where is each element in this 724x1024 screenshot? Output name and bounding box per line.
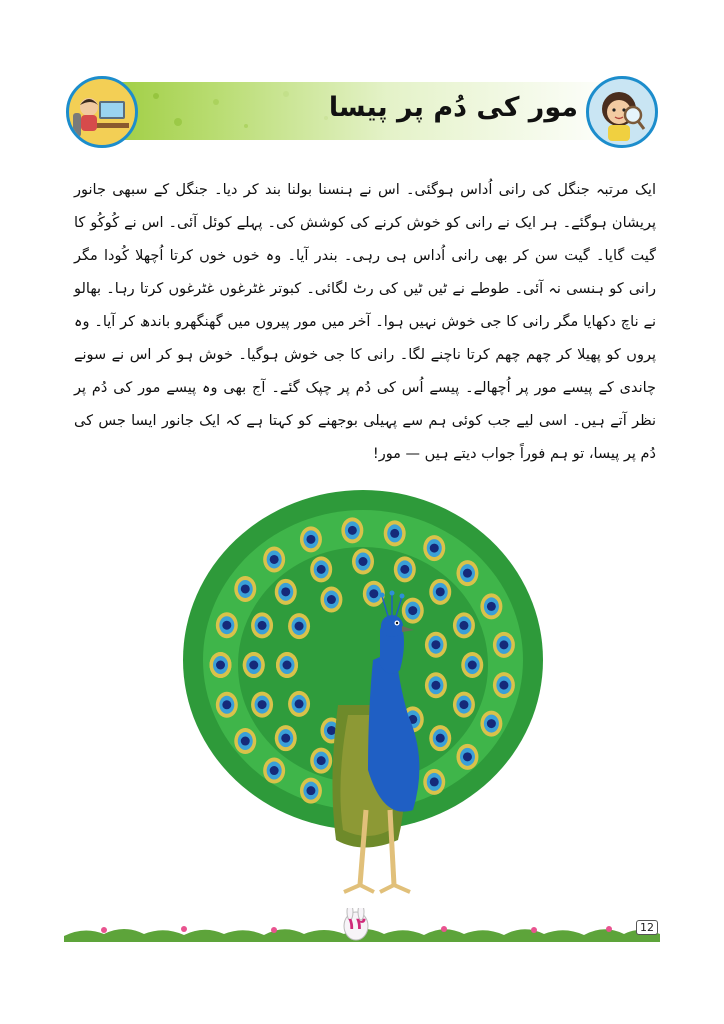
feather-eye — [275, 579, 297, 605]
avatar-girl-magnifier — [586, 76, 658, 148]
feather-eye — [493, 672, 515, 698]
feather-eye — [216, 692, 238, 718]
feather-eye — [300, 778, 322, 804]
feather-eye — [423, 535, 445, 561]
feather-eye — [493, 632, 515, 658]
feather-eye — [263, 758, 285, 784]
feather-eye — [210, 652, 232, 678]
feather-eye — [480, 711, 502, 737]
feather-eye — [251, 612, 273, 638]
avatar-boy-computer — [66, 76, 138, 148]
peacock-icon — [168, 480, 558, 910]
feather-eye — [425, 672, 447, 698]
feather-eye — [453, 612, 475, 638]
feather-eye — [425, 632, 447, 658]
feather-eye — [394, 556, 416, 582]
feather-eye — [234, 576, 256, 602]
feather-eye — [429, 725, 451, 751]
feather-eye — [352, 549, 374, 575]
feather-eye — [263, 546, 285, 572]
feather-eye — [216, 612, 238, 638]
girl-with-magnifier-icon — [589, 79, 655, 145]
feather-eye — [456, 560, 478, 586]
feather-eye — [320, 587, 342, 613]
feather-eye — [251, 692, 273, 718]
urdu-page-number: ۱۲ — [346, 914, 366, 933]
feather-eye — [456, 744, 478, 770]
feather-eye — [480, 593, 502, 619]
feather-eye — [243, 652, 265, 678]
chapter-header — [66, 76, 658, 148]
feather-eye — [310, 556, 332, 582]
feather-eye — [429, 579, 451, 605]
page-title: مور کی دُم پر پیسا — [328, 92, 578, 123]
feather-eye — [453, 692, 475, 718]
page-footer — [64, 908, 660, 958]
feather-eye — [310, 748, 332, 774]
page-number: 12 — [636, 920, 658, 935]
boy-at-computer-icon — [69, 79, 135, 145]
feather-eye — [288, 691, 310, 717]
feather-eye — [288, 613, 310, 639]
feather-eye — [276, 652, 298, 678]
peacock-illustration — [168, 480, 558, 910]
story-paragraph: ایک مرتبہ جنگل کی رانی اُداس ہوگئی۔ اس نے ہنسنا بولنا بند کر دیا۔ جنگل کے سبھی جانور پریشان ہوگئے۔ ہر ایک نے رانی کو خوش کرنے کی کوشش کی۔ پہلے کوئل آئی۔ اس نے کُوکُو کا گیت گایا۔ گیت سن کر بھی رانی اُداس ہی رہی۔ بندر آیا۔ وہ خوں خوں کرتا اُچھلا کُودا مگر رانی کو ہنسی نہ آئی۔ طوطے نے ٹیں ٹیں کی رٹ لگائی۔ کبوتر غٹرغوں غٹرغوں کرتا رہا۔ بھالو نے ناچ دکھایا مگر رانی کا جی خوش نہیں ہوا۔ آخر میں مور پیروں میں گھنگھرو باندھ کر آیا۔ وہ پروں کو پھیلا کر چھم چھم کرتا ناچنے لگا۔ رانی کا جی خوش ہوگیا۔ خوش ہو کر اس نے سونے چاندی کے پیسے مور پر اُچھالے۔ پیسے اُس کی دُم پر چپک گئے۔ آج بھی وہ پیسے مور کی دُم پر نظر آتے ہیں۔ اسی لیے جب کوئی ہم سے پہیلی بوجھنے کو کہتا ہے کہ ایک جانور ایسا جس کی دُم پر پیسا، تو ہم فوراً جواب دیتے ہیں — مور! — [74, 182, 656, 462]
feather-eye — [341, 517, 363, 543]
feather-eye — [423, 769, 445, 795]
feather-eye — [461, 652, 483, 678]
feather-eye — [234, 728, 256, 754]
feather-eye — [300, 526, 322, 552]
feather-eye — [384, 520, 406, 546]
feather-eye — [275, 725, 297, 751]
feather-eye — [402, 598, 424, 624]
